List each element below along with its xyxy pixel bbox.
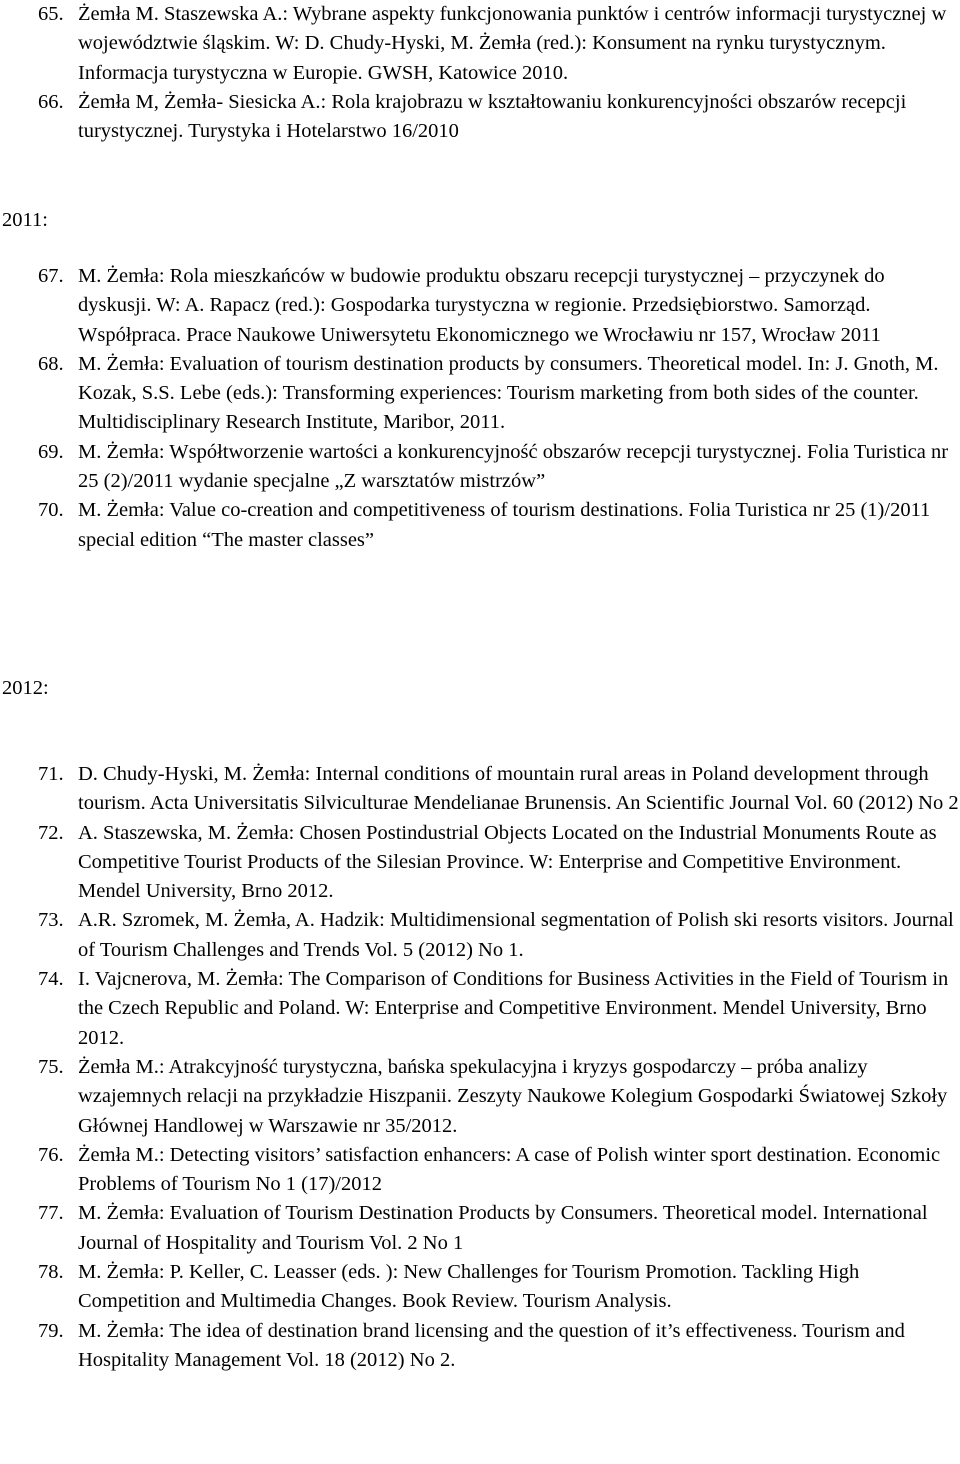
year-heading-2012: 2012: <box>2 677 49 699</box>
entry-number: 74. <box>38 968 64 991</box>
entry-text: A. Staszewska, M. Żemła: Chosen Postindustrial Objects Located on the Industrial Monuments Route as Competitive Tourist Products of the Silesian Province. W: Enterprise and Competitive Environment. Mendel University, Brno 2012. <box>78 821 937 903</box>
list-item <box>38 1141 960 1200</box>
entry-text: M. Żemła: Evaluation of Tourism Destination Products by Consumers. Theoretical model. International Journal of Hospitality and Tourism Vol. 2 No 1 <box>78 1202 928 1254</box>
list-item <box>38 1053 960 1141</box>
list-item <box>38 965 960 1053</box>
entry-number: 71. <box>38 763 64 785</box>
entries-2012 <box>38 760 960 1375</box>
list-item <box>38 496 960 555</box>
entry-text: M. Żemła: Współtworzenie wartości a konkurencyjność obszarów recepcji turystycznej. Folia Turistica nr 25 (2)/2011 wydanie specjalne „Z warsztatów mistrzów” <box>78 440 949 493</box>
entries-2011 <box>38 262 960 555</box>
entry-number: 70. <box>38 499 64 522</box>
list-item <box>38 0 960 88</box>
entry-text: M. Żemła: The idea of destination brand licensing and the question of it’s effectiveness. Tourism and Hospitality Management Vol. 18 (2012) No 2. <box>78 1319 905 1371</box>
entry-number: 66. <box>38 90 64 113</box>
entry-text: M. Żemła: P. Keller, C. Leasser (eds. ): New Challenges for Tourism Promotion. Tackling High Competition and Multimedia Changes. Book Review. Tourism Analysis. <box>78 1261 860 1313</box>
entry-text: A.R. Szromek, M. Żemła, A. Hadzik: Multidimensional segmentation of Polish ski resorts visitors. Journal of Tourism Challenges and Trends Vol. 5 (2012) No 1. <box>78 909 954 961</box>
list-item <box>38 262 960 350</box>
year-heading-2011: 2011: <box>2 209 48 231</box>
entries-2010 <box>38 0 960 146</box>
entry-number: 78. <box>38 1261 64 1284</box>
list-item <box>38 88 960 147</box>
entry-number: 76. <box>38 1143 64 1166</box>
entry-text: I. Vajcnerova, M. Żemła: The Comparison of Conditions for Business Activities in the Field of Tourism in the Czech Republic and Poland. W: Enterprise and Competitive Environment. Mendel University, Brno 2012. <box>78 968 949 1049</box>
list-item <box>38 1199 960 1258</box>
entry-number: 77. <box>38 1202 64 1225</box>
entry-number: 67. <box>38 265 64 287</box>
list-item <box>38 760 960 819</box>
entry-text: Żemła M.: Atrakcyjność turystyczna, bańska spekulacyjna i kryzys gospodarczy – próba analizy wzajemnych relacji na przykładzie Hiszpanii. Zeszyty Naukowe Kolegium Gospodarki Światowej Szkoły Głównej Handlowej w Warszawie nr 35/2012. <box>78 1055 948 1137</box>
entry-text: Żemła M.: Detecting visitors’ satisfaction enhancers: A case of Polish winter sport destination. Economic Problems of Tourism No 1 (17)/2012 <box>78 1143 941 1196</box>
list-item <box>38 350 960 438</box>
entry-number: 65. <box>38 3 64 25</box>
entry-text: M. Żemła: Value co-creation and competitiveness of tourism destinations. Folia Turistica nr 25 (1)/2011 special edition “The master classes” <box>78 499 931 551</box>
entry-number: 79. <box>38 1319 64 1342</box>
entry-text: D. Chudy-Hyski, M. Żemła: Internal conditions of mountain rural areas in Poland development through tourism. Acta Universitatis Silviculturae Mendelianae Brunensis. An Scientific Journal Vol. 60 (2012) No 2 <box>78 763 959 815</box>
list-item <box>38 1258 960 1317</box>
list-item <box>38 906 960 965</box>
entry-text: Żemła M, Żemła- Siesicka A.: Rola krajobrazu w kształtowaniu konkurencyjności obszarów recepcji turystycznej. Turystyka i Hotelarstwo 16/2010 <box>78 90 907 143</box>
entry-number: 69. <box>38 440 64 463</box>
entry-number: 68. <box>38 352 64 375</box>
list-item <box>38 1317 960 1376</box>
list-item <box>38 438 960 497</box>
entry-number: 73. <box>38 909 64 932</box>
entry-text: M. Żemła: Evaluation of tourism destination products by consumers. Theoretical model. In: J. Gnoth, M. Kozak, S.S. Lebe (eds.): Transforming experiences: Tourism marketing from both sides of the counter. Multidisciplinary Research Institute, Maribor, 2011. <box>78 352 939 434</box>
entry-number: 72. <box>38 821 64 844</box>
list-item <box>38 819 960 907</box>
entry-number: 75. <box>38 1055 64 1078</box>
entry-text: Żemła M. Staszewska A.: Wybrane aspekty funkcjonowania punktów i centrów informacji turystycznej w województwie śląskim. W: D. Chudy-Hyski, M. Żemła (red.): Konsument na rynku turystycznym. Informacja turystyczna w Europie. GWSH, Katowice 2010. <box>78 3 947 84</box>
entry-text: M. Żemła: Rola mieszkańców w budowie produktu obszaru recepcji turystycznej – przyczynek do dyskusji. W: A. Rapacz (red.): Gospodarka turystyczna w regionie. Przedsiębiorstwo. Samorząd. Współpraca. Prace Naukowe Uniwersytetu Ekonomicznego we Wrocławiu nr 157, Wrocław 2011 <box>78 265 885 346</box>
